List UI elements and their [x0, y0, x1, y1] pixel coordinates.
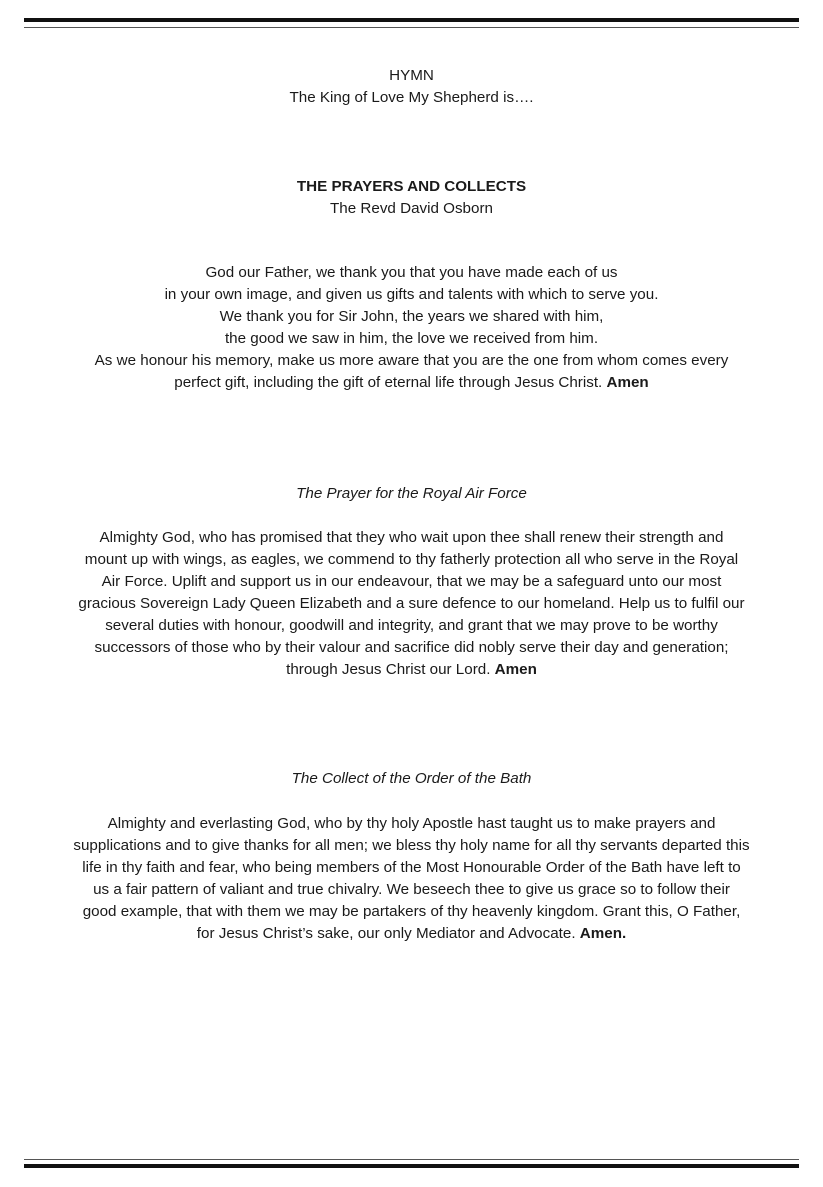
- opening-prayer-line: the good we saw in him, the love we received from him.: [224, 330, 599, 347]
- prayers-heading: THE PRAYERS AND COLLECTS: [296, 178, 527, 195]
- raf-prayer-line: successors of those who by their valour and sacrifice did nobly serve their day and generation;: [94, 639, 729, 656]
- bath-collect-amen: Amen.: [579, 925, 627, 942]
- bottom-border-thick: [24, 1164, 799, 1168]
- bath-collect-title: The Collect of the Order of the Bath: [291, 770, 532, 787]
- top-border-thick: [24, 18, 799, 22]
- bath-collect: [36, 813, 787, 945]
- raf-prayer-line: Almighty God, who has promised that they who wait upon thee shall renew their strength and: [99, 529, 724, 546]
- opening-prayer-line: God our Father, we thank you that you have made each of us: [205, 264, 618, 281]
- bottom-border-thin: [24, 1159, 799, 1160]
- raf-prayer-title: The Prayer for the Royal Air Force: [296, 485, 527, 502]
- hymn-title: The King of Love My Shepherd is….: [289, 89, 534, 106]
- raf-prayer-title-section: [40, 483, 783, 505]
- prayers-heading-section: [40, 176, 783, 220]
- bath-collect-line: for Jesus Christ’s sake, our only Mediator and Advocate.: [196, 925, 576, 942]
- raf-prayer-last-line: [36, 659, 787, 681]
- hymn-section: [40, 65, 783, 109]
- opening-prayer-line: We thank you for Sir John, the years we shared with him,: [219, 308, 604, 325]
- opening-prayer-last-line: [40, 372, 783, 394]
- raf-prayer-amen: Amen: [494, 661, 537, 678]
- bath-collect-last-line: [36, 923, 787, 945]
- top-border-thin: [24, 27, 799, 28]
- bath-collect-line: Almighty and everlasting God, who by thy holy Apostle hast taught us to make prayers and: [107, 815, 716, 832]
- bath-collect-line: supplications and to give thanks for all men; we bless thy holy name for all thy servants departed this: [73, 837, 750, 854]
- opening-prayer-line: perfect gift, including the gift of eternal life through Jesus Christ.: [174, 374, 603, 391]
- opening-prayer-line: As we honour his memory, make us more aware that you are the one from whom comes every: [94, 352, 729, 369]
- raf-prayer-line: gracious Sovereign Lady Queen Elizabeth and a sure defence to our homeland. Help us to fulfil our: [78, 595, 745, 612]
- raf-prayer-line: through Jesus Christ our Lord.: [286, 661, 491, 678]
- raf-prayer-line: Air Force. Uplift and support us in our endeavour, that we may be a safeguard unto our most: [101, 573, 722, 590]
- bath-collect-title-section: [40, 768, 783, 790]
- bath-collect-line: life in thy faith and fear, who being members of the Most Honourable Order of the Bath have left to: [82, 859, 741, 876]
- prayers-officiant: The Revd David Osborn: [330, 200, 493, 217]
- opening-prayer-amen: Amen: [606, 374, 649, 391]
- raf-prayer-line: several duties with honour, goodwill and integrity, and grant that we may prove to be worthy: [105, 617, 718, 634]
- bath-collect-line: us a fair pattern of valiant and true chivalry. We beseech thee to give us grace so to follow their: [93, 881, 730, 898]
- raf-prayer-line: mount up with wings, as eagles, we commend to thy fatherly protection all who serve in the Royal: [84, 551, 739, 568]
- opening-prayer: [40, 262, 783, 394]
- hymn-label: HYMN: [389, 67, 434, 84]
- raf-prayer: [36, 527, 787, 681]
- bath-collect-line: good example, that with them we may be partakers of thy heavenly kingdom. Grant this, O Father,: [82, 903, 741, 920]
- opening-prayer-line: in your own image, and given us gifts and talents with which to serve you.: [164, 286, 659, 303]
